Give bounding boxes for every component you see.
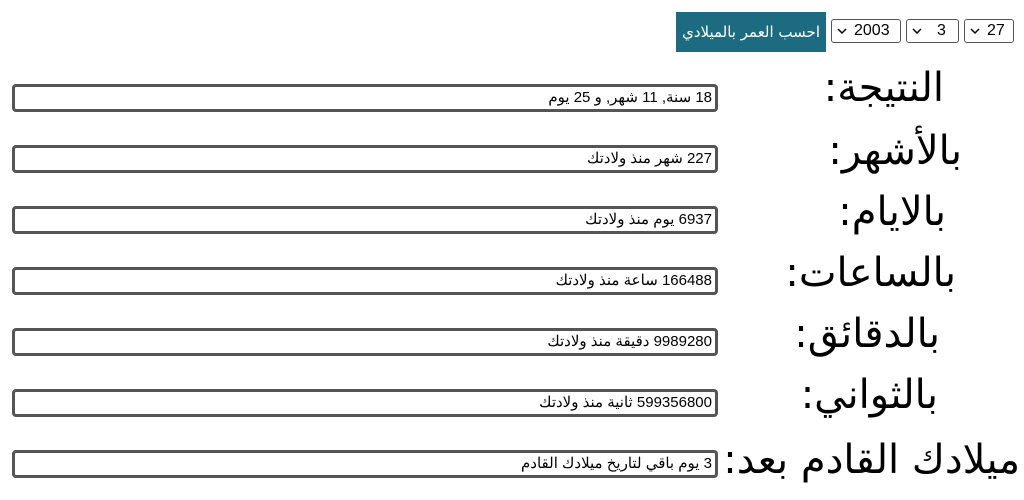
- year-select-value: 2003: [854, 22, 890, 39]
- minutes-result-field[interactable]: 9989280 دقيقة منذ ولادتك: [12, 328, 718, 356]
- result-row-age: [12, 62, 1012, 122]
- minutes-result-label: بالدقائق:: [794, 311, 940, 357]
- next-birthday-result-label: ميلادك القادم بعد:: [723, 437, 1020, 483]
- months-result-field[interactable]: 227 شهر منذ ولادتك: [12, 145, 718, 173]
- seconds-result-field[interactable]: 599356800 ثانية منذ ولادتك: [12, 389, 718, 417]
- hours-result-label: بالساعات:: [785, 250, 956, 296]
- hours-result-field[interactable]: 166488 ساعة منذ ولادتك: [12, 267, 718, 295]
- result-row-minutes: [12, 306, 1012, 366]
- next-birthday-result-field[interactable]: 3 يوم باقي لتاريخ ميلادك القادم: [12, 450, 718, 478]
- days-result-field[interactable]: 6937 يوم منذ ولادتك: [12, 206, 718, 234]
- result-row-months: [12, 123, 1012, 183]
- age-result-label: النتيجة:: [823, 65, 944, 111]
- day-select-value: 27: [987, 22, 1005, 39]
- months-result-label: بالأشهر:: [828, 128, 962, 174]
- result-row-hours: [12, 245, 1012, 305]
- result-row-days: [12, 184, 1012, 244]
- result-row-seconds: [12, 367, 1012, 427]
- age-result-field[interactable]: 18 سنة, 11 شهر, و 25 يوم: [12, 84, 718, 112]
- chevron-down-icon: [911, 25, 923, 37]
- month-select[interactable]: [906, 19, 959, 43]
- result-row-next-birthday: [12, 428, 1020, 488]
- date-controls: [671, 12, 1014, 52]
- days-result-label: بالايام:: [838, 189, 946, 235]
- year-select[interactable]: [831, 19, 901, 43]
- calculate-age-button[interactable]: احسب العمر بالميلادي: [676, 12, 826, 52]
- month-select-value: 3: [937, 22, 946, 39]
- day-select[interactable]: [964, 19, 1014, 43]
- chevron-down-icon: [836, 25, 848, 37]
- chevron-down-icon: [969, 25, 981, 37]
- seconds-result-label: بالثواني:: [800, 372, 938, 418]
